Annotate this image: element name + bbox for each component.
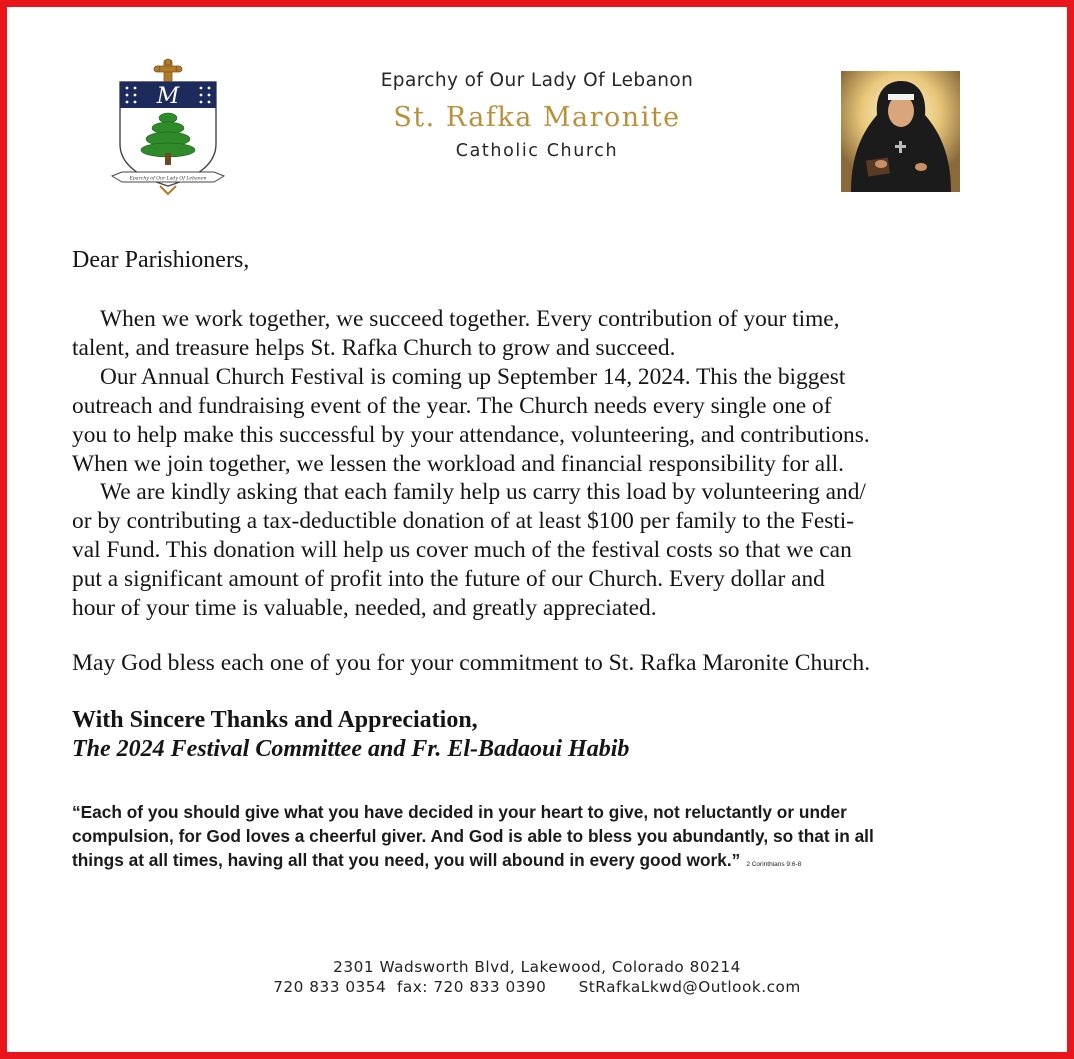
scripture-citation: 2 Corinthians 9:6-8 <box>746 861 802 868</box>
scripture-quote <box>72 800 1002 877</box>
paragraph-2-line-4: When we join together, we lessen the workload and financial responsibility for all. <box>72 450 845 477</box>
paragraph-1-line-2: talent, and treasure helps St. Rafka Church to grow and succeed. <box>72 334 676 361</box>
paragraph-2-line-2: outreach and fundraising event of the year. The Church needs every single one of <box>72 392 832 419</box>
footer-email-link[interactable]: StRafkaLkwd@Outlook.com <box>578 978 801 996</box>
header-church-subtitle: Catholic Church <box>455 141 619 161</box>
saint-rafka-portrait <box>841 71 960 192</box>
salutation: Dear Parishioners, <box>72 247 250 273</box>
paragraph-3-line-5: hour of your time is valuable, needed, and greatly appreciated. <box>72 595 657 622</box>
quote-line-2: compulsion, for God loves a cheerful giver. And God is able to bless you abundantly, so that in all <box>72 826 874 846</box>
paragraph-1-line-1: When we work together, we succeed together. Every contribution of your time, <box>100 306 840 332</box>
footer-contact <box>200 978 874 996</box>
paragraph-2-line-1: Our Annual Church Festival is coming up September 14, 2024. This the biggest <box>100 363 846 390</box>
paragraph-3-line-3: val Fund. This donation will help us cover much of the festival costs so that we can <box>72 537 852 564</box>
paragraph-3-line-2: or by contributing a tax-deductible donation of at least $100 per family to the Festi- <box>72 508 855 535</box>
crest-ribbon-text: Eparchy of Our Lady Of Lebanon <box>129 176 207 182</box>
quote-line-3-text: things at all times, having all that you need, you will abound in every good work.” <box>72 850 741 870</box>
footer-phone: 720 833 0354 <box>273 978 387 996</box>
closing: With Sincere Thanks and Appreciation, <box>72 707 478 733</box>
quote-line-3 <box>72 848 1002 877</box>
letter-body <box>72 305 1008 623</box>
blessing: May God bless each one of you for your commitment to St. Rafka Maronite Church. <box>72 650 871 676</box>
paragraph-2-line-3: you to help make this successful by your attendance, volunteering, and contributions. <box>72 421 870 448</box>
paragraph-3-line-1: We are kindly asking that each family help us carry this load by volunteering and/ <box>100 479 866 506</box>
signature: The 2024 Festival Committee and Fr. El-Badaoui Habib <box>72 736 630 762</box>
footer-address: 2301 Wadsworth Blvd, Lakewood, Colorado 80214 <box>333 958 741 976</box>
eparchy-crest-logo <box>110 58 226 196</box>
header-church-name: St. Rafka Maronite <box>393 102 681 133</box>
footer-fax: fax: 720 833 0390 <box>397 978 547 996</box>
header-eparchy: Eparchy of Our Lady Of Lebanon <box>380 70 694 91</box>
crest-letter: M <box>156 84 180 109</box>
quote-line-1: “Each of you should give what you have decided in your heart to give, not reluctantly or under <box>72 802 847 822</box>
paragraph-3-line-4: put a significant amount of profit into the future of our Church. Every dollar and <box>72 566 825 593</box>
